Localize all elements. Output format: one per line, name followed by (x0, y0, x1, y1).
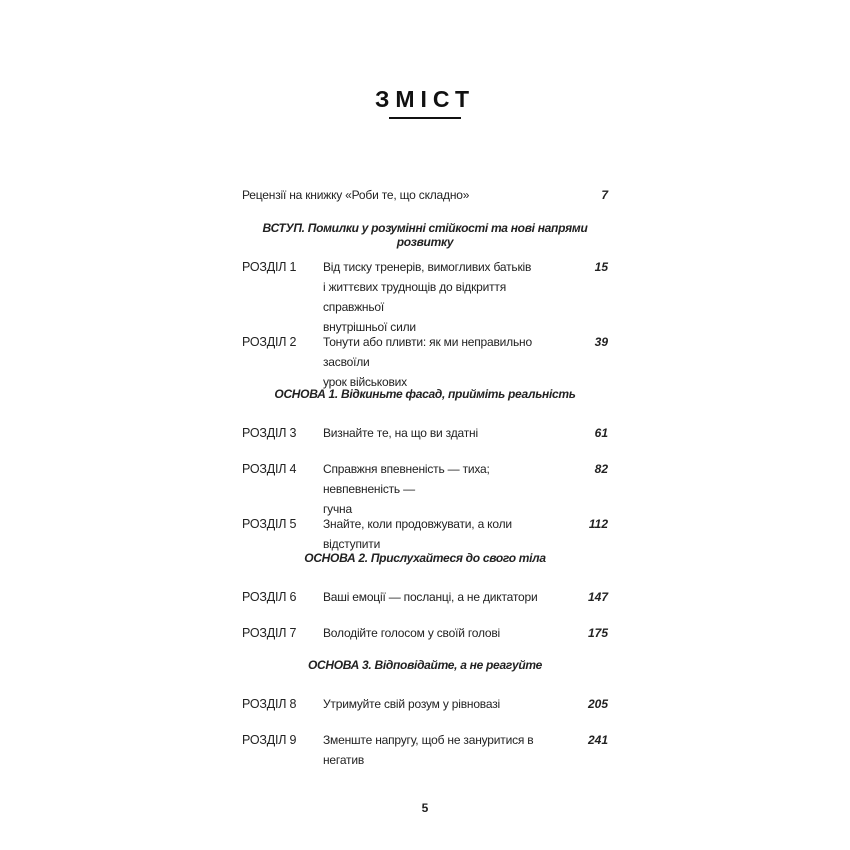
chapter-title: Визнайте те, на що ви здатні (323, 426, 478, 440)
chapter-label: РОЗДІЛ 5 (242, 517, 297, 531)
toc-section-part-2[interactable]: ОСНОВА 2. Прислухайтеся до свого тіла (304, 551, 546, 565)
chapter-label: РОЗДІЛ 2 (242, 335, 297, 349)
chapter-title: Володійте голосом у своїй голові (323, 626, 501, 640)
chapter-page: 112 (588, 517, 608, 531)
chapter-label: РОЗДІЛ 1 (242, 260, 297, 274)
chapter-title-line: внутрішньої сили (323, 320, 416, 334)
chapter-label: РОЗДІЛ 4 (242, 462, 297, 476)
toc-section-part-3[interactable]: ОСНОВА 3. Відповідайте, а не реагуйте (307, 658, 543, 672)
chapter-page: 147 (587, 590, 608, 604)
chapter-title: Знайте, коли продовжувати, а коли відступити (323, 517, 512, 551)
chapter-page: 82 (594, 462, 608, 476)
page-title: ЗМІСТ (374, 86, 476, 112)
chapter-title (323, 332, 563, 392)
chapter-title: Ваші емоції — посланці, а не диктатори (323, 590, 538, 604)
chapter-title (323, 459, 563, 519)
chapter-label: РОЗДІЛ 7 (242, 626, 297, 640)
chapter-title-line: урок військових (323, 375, 407, 389)
chapter-title (323, 257, 563, 337)
chapter-title-line: Справжня впевненість — тиха; невпевненість — (323, 462, 490, 496)
chapter-page: 15 (594, 260, 608, 274)
toc-section-part-1[interactable]: ОСНОВА 1. Відкиньте фасад, прийміть реальність (274, 387, 576, 401)
chapter-label: РОЗДІЛ 8 (242, 697, 297, 711)
chapter-title-line: гучна (323, 502, 352, 516)
chapter-page: 205 (587, 697, 608, 711)
chapter-label: РОЗДІЛ 9 (242, 733, 297, 747)
chapter-label: РОЗДІЛ 6 (242, 590, 297, 604)
chapter-title-line: Від тиску тренерів, вимогливих батьків (323, 260, 532, 274)
toc-entry-text: Рецензії на книжку «Роби те, що складно» (242, 188, 470, 202)
chapter-title: Зменште напругу, щоб не зануритися в негатив (323, 733, 534, 767)
chapter-page: 39 (594, 335, 608, 349)
chapter-label: РОЗДІЛ 3 (242, 426, 297, 440)
toc-section-intro[interactable]: ВСТУП. Помилки у розумінні стійкості та нові напрями розвитку (262, 221, 588, 249)
toc-entry-page: 7 (601, 188, 608, 202)
chapter-page: 241 (587, 733, 608, 747)
title-underline (389, 117, 461, 119)
chapter-title-line: і життєвих труднощів до відкриття справжньої (323, 280, 507, 314)
chapter-page: 175 (587, 626, 608, 640)
chapter-page: 61 (594, 426, 608, 440)
chapter-title-line: Тонути або пливти: як ми неправильно засвоїли (323, 335, 532, 369)
chapter-title: Утримуйте свій розум у рівновазі (323, 697, 500, 711)
page-number: 5 (421, 801, 429, 815)
